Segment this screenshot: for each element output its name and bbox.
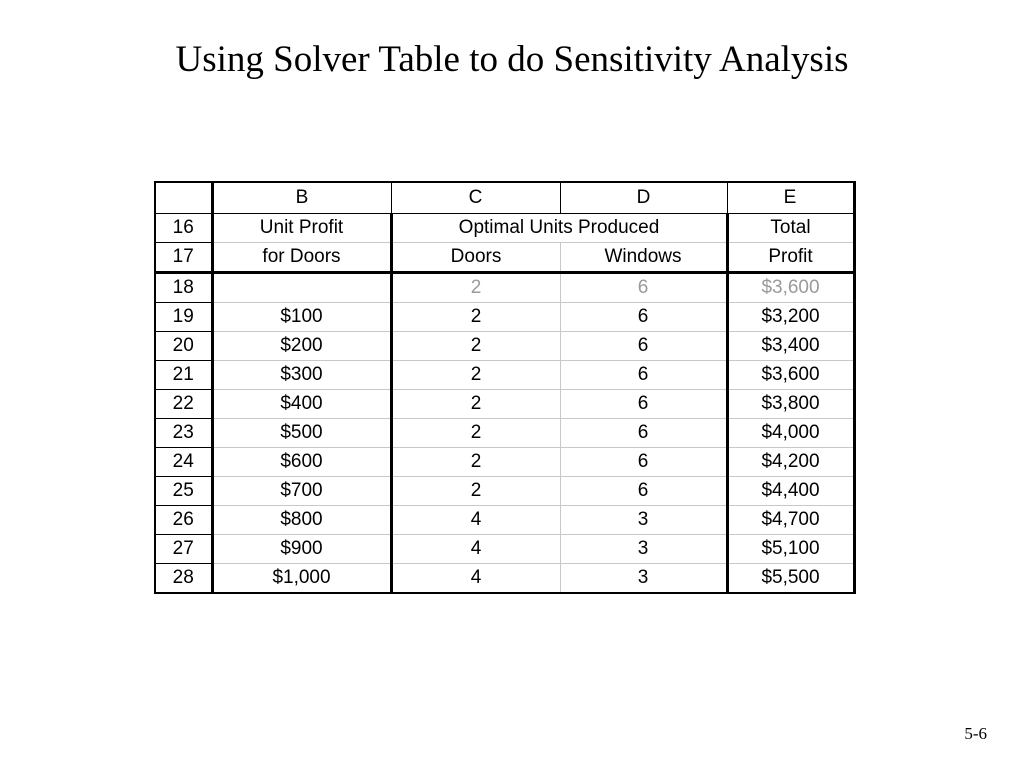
unit-profit-cell[interactable]: $900 [212,535,391,564]
doors-cell[interactable]: 2 [391,361,560,390]
unit-profit-cell[interactable]: $100 [212,303,391,332]
header-row-17 [155,243,854,273]
row-header[interactable]: 22 [155,390,212,419]
row-header[interactable]: 25 [155,477,212,506]
column-header-c[interactable]: C [391,182,560,214]
row-header[interactable]: 20 [155,332,212,361]
table-row [155,332,854,361]
unit-profit-cell[interactable]: $400 [212,390,391,419]
doors-cell[interactable]: 4 [391,506,560,535]
doors-cell[interactable]: 2 [391,303,560,332]
unit-profit-cell[interactable]: $200 [212,332,391,361]
row-header[interactable]: 17 [155,243,212,273]
slide-title: Using Solver Table to do Sensitivity Analysis [175,39,849,80]
total-profit-cell[interactable]: $3,600 [727,361,854,390]
row-header[interactable]: 27 [155,535,212,564]
table-row [155,361,854,390]
table-row [155,303,854,332]
optimal-units-label[interactable]: Optimal Units Produced [391,214,727,243]
unit-profit-cell[interactable]: $1,000 [212,564,391,594]
total-profit-cell[interactable]: $4,700 [727,506,854,535]
unit-profit-cell[interactable]: $300 [212,361,391,390]
total-profit-cell[interactable]: $3,200 [727,303,854,332]
doors-cell[interactable]: 2 [391,477,560,506]
row-header[interactable]: 24 [155,448,212,477]
unit-profit-label[interactable]: Unit Profit [212,214,391,243]
total-profit-cell[interactable]: $4,400 [727,477,854,506]
doors-cell[interactable]: 2 [391,332,560,361]
doors-cell[interactable]: 4 [391,535,560,564]
windows-cell[interactable]: 3 [560,506,727,535]
unit-profit-cell[interactable]: $500 [212,419,391,448]
table-row [155,390,854,419]
doors-cell[interactable]: 2 [391,390,560,419]
doors-cell[interactable]: 2 [391,273,560,303]
windows-cell[interactable]: 6 [560,361,727,390]
for-doors-label[interactable]: for Doors [212,243,391,273]
windows-cell[interactable]: 6 [560,419,727,448]
doors-cell[interactable]: 4 [391,564,560,594]
total-profit-cell[interactable]: $4,000 [727,419,854,448]
windows-cell[interactable]: 3 [560,564,727,594]
header-row-16 [155,214,854,243]
windows-cell[interactable]: 3 [560,535,727,564]
unit-profit-cell[interactable]: $600 [212,448,391,477]
slide-number: 5-6 [964,724,987,743]
total-profit-cell[interactable]: $5,100 [727,535,854,564]
unit-profit-cell[interactable] [212,273,391,303]
windows-cell[interactable]: 6 [560,448,727,477]
doors-label[interactable]: Doors [391,243,560,273]
row-header[interactable]: 21 [155,361,212,390]
column-header-d[interactable]: D [560,182,727,214]
windows-cell[interactable]: 6 [560,390,727,419]
total-profit-cell[interactable]: $3,600 [727,273,854,303]
table-row [155,564,854,594]
windows-cell[interactable]: 6 [560,332,727,361]
total-profit-cell[interactable]: $5,500 [727,564,854,594]
windows-label[interactable]: Windows [560,243,727,273]
table-row [155,506,854,535]
table-row [155,535,854,564]
corner-cell[interactable] [155,182,212,214]
table-row [155,419,854,448]
total-profit-cell[interactable]: $3,400 [727,332,854,361]
row-header[interactable]: 28 [155,564,212,594]
column-header-e[interactable]: E [727,182,854,214]
profit-label[interactable]: Profit [727,243,854,273]
row-header[interactable]: 19 [155,303,212,332]
table-row [155,273,854,303]
column-header-b[interactable]: B [212,182,391,214]
row-header[interactable]: 26 [155,506,212,535]
windows-cell[interactable]: 6 [560,273,727,303]
doors-cell[interactable]: 2 [391,448,560,477]
unit-profit-cell[interactable]: $800 [212,506,391,535]
total-profit-cell[interactable]: $4,200 [727,448,854,477]
windows-cell[interactable]: 6 [560,303,727,332]
total-profit-cell[interactable]: $3,800 [727,390,854,419]
windows-cell[interactable]: 6 [560,477,727,506]
table-row [155,448,854,477]
unit-profit-cell[interactable]: $700 [212,477,391,506]
solver-table [154,181,856,594]
row-header[interactable]: 16 [155,214,212,243]
total-label[interactable]: Total [727,214,854,243]
row-header[interactable]: 18 [155,273,212,303]
column-header-row [155,182,854,214]
row-header[interactable]: 23 [155,419,212,448]
table-row [155,477,854,506]
doors-cell[interactable]: 2 [391,419,560,448]
